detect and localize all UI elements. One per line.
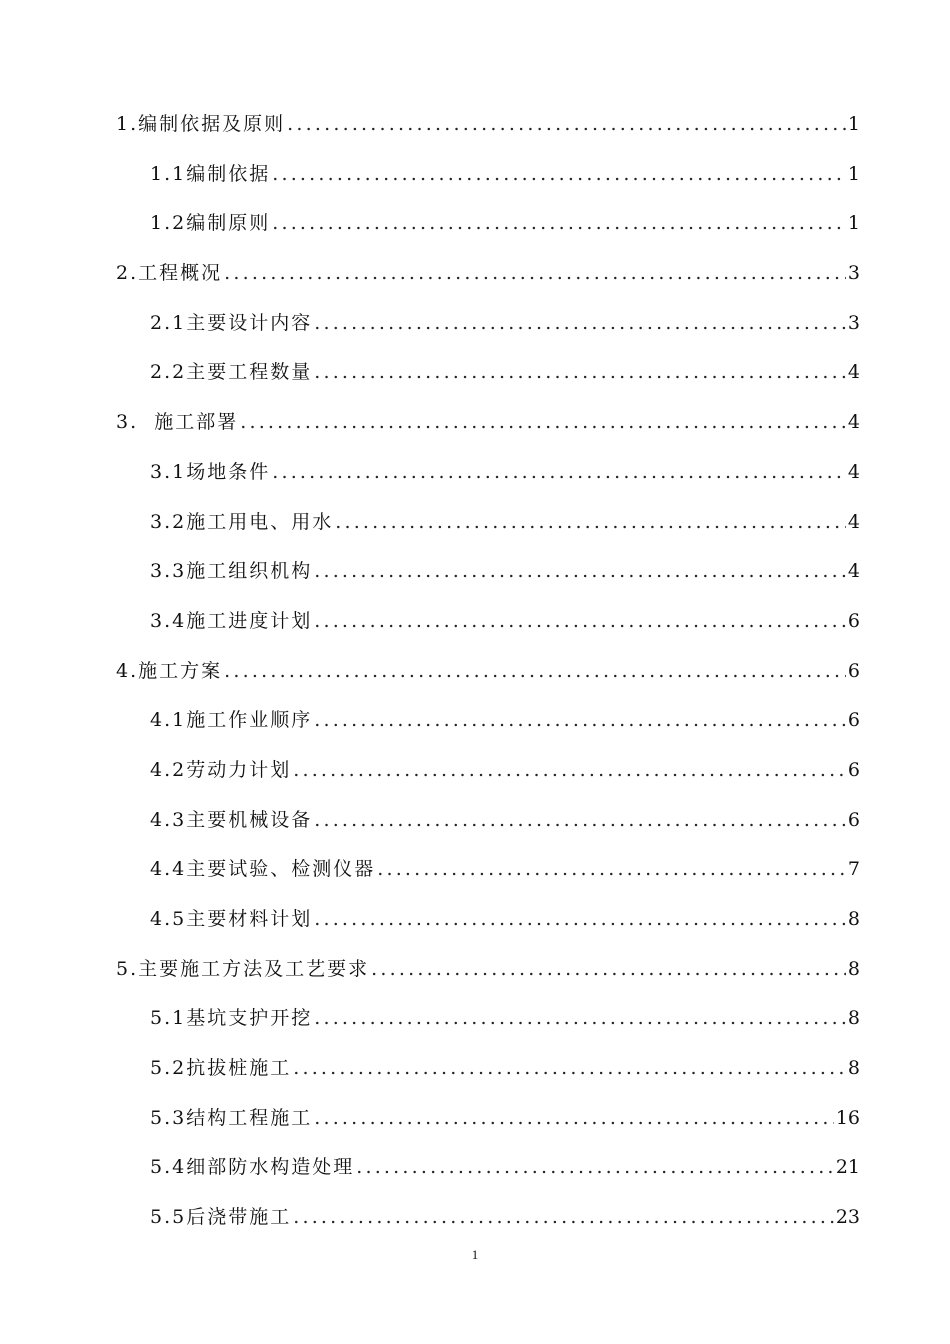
toc-dot-leader [314,299,846,349]
toc-entry-title: 1.2编制原则 [150,212,271,235]
toc-entry[interactable] [116,696,860,746]
toc-entry-title: 5.1基坑支护开挖 [150,1007,313,1030]
toc-dot-leader [335,498,846,548]
toc-entry[interactable] [116,348,860,398]
toc-entry-title: 1.1编制依据 [150,162,271,185]
page-number: 1 [471,1247,479,1262]
toc-dot-leader [314,547,846,597]
toc-entry-title: 5.2抗拔桩施工 [150,1057,292,1080]
toc-entry-page: 4 [847,510,860,533]
toc-entry-page: 6 [847,659,860,682]
toc-entry[interactable] [116,1094,860,1144]
toc-entry-page: 16 [835,1106,860,1129]
toc-dot-leader [314,348,846,398]
toc-entry-page: 4 [847,560,860,583]
toc-dot-leader [224,647,846,697]
toc-entry[interactable] [116,1193,860,1243]
toc-entry[interactable] [116,994,860,1044]
toc-dot-leader [293,746,846,796]
toc-entry-title: 4.4主要试验、检测仪器 [150,858,376,881]
toc-entry[interactable] [116,945,860,995]
toc-entry-page: 6 [847,609,860,632]
toc-entry[interactable] [116,448,860,498]
toc-entry-page: 4 [847,411,860,434]
toc-entry[interactable] [116,150,860,200]
toc-dot-leader [314,994,846,1044]
toc-entry[interactable] [116,895,860,945]
toc-entry-page: 3 [847,262,860,285]
toc-dot-leader [314,895,846,945]
toc-dot-leader [314,796,846,846]
toc-entry-page: 23 [835,1206,860,1229]
toc-entry-title: 4.施工方案 [116,659,223,682]
toc-entry-page: 6 [847,758,860,781]
toc-entry-title: 4.3主要机械设备 [150,808,313,831]
toc-entry[interactable] [116,547,860,597]
toc-entry-title: 4.2劳动力计划 [150,758,292,781]
toc-entry[interactable] [116,249,860,299]
toc-entry-page: 3 [847,311,860,334]
toc-dot-leader [287,100,846,150]
toc-dot-leader [293,1044,846,1094]
toc-dot-leader [272,448,846,498]
toc-entry[interactable] [116,597,860,647]
toc-entry-title: 3.1场地条件 [150,460,271,483]
toc-dot-leader [356,1143,834,1193]
toc-dot-leader [224,249,846,299]
toc-entry-title: 2.1主要设计内容 [150,311,313,334]
toc-entry[interactable] [116,1044,860,1094]
table-of-contents [116,100,860,1243]
toc-dot-leader [377,845,846,895]
toc-entry[interactable] [116,498,860,548]
toc-entry-page: 6 [847,709,860,732]
toc-dot-leader [272,199,846,249]
toc-entry-page: 4 [847,361,860,384]
toc-entry[interactable] [116,100,860,150]
toc-entry-page: 8 [847,1057,860,1080]
toc-dot-leader [293,1193,834,1243]
toc-dot-leader [371,945,846,995]
toc-entry-page: 8 [847,1007,860,1030]
toc-entry-title: 5.4细部防水构造处理 [150,1156,355,1179]
toc-entry[interactable] [116,647,860,697]
toc-entry-page: 1 [847,113,860,135]
toc-entry-title: 3.3施工组织机构 [150,560,313,583]
toc-entry[interactable] [116,796,860,846]
toc-entry[interactable] [116,398,860,448]
toc-entry-title: 5.3结构工程施工 [150,1106,313,1129]
toc-entry-title: 3.2施工用电、用水 [150,510,334,533]
toc-entry-page: 6 [847,808,860,831]
toc-entry-title: 2.工程概况 [116,262,223,285]
toc-entry-page: 1 [847,212,860,235]
toc-entry-title: 4.1施工作业顺序 [150,709,313,732]
toc-dot-leader [314,1094,834,1144]
toc-dot-leader [272,150,846,200]
toc-entry-title: 1.编制依据及原则 [116,113,286,135]
toc-entry-title: 2.2主要工程数量 [150,361,313,384]
toc-entry[interactable] [116,199,860,249]
toc-entry-page: 8 [847,908,860,930]
toc-entry-page: 21 [835,1156,860,1179]
toc-entry[interactable] [116,1143,860,1193]
toc-entry[interactable] [116,299,860,349]
toc-entry-title: 5.5后浇带施工 [150,1206,292,1229]
toc-entry[interactable] [116,746,860,796]
toc-dot-leader [314,696,846,746]
toc-entry-title: 4.5主要材料计划 [150,908,313,930]
toc-entry-page: 1 [847,162,860,185]
toc-dot-leader [314,597,846,647]
toc-entry-page: 4 [847,460,860,483]
toc-entry[interactable] [116,845,860,895]
toc-entry-title: 5.主要施工方法及工艺要求 [116,957,370,980]
toc-entry-page: 7 [847,858,860,881]
toc-entry-page: 8 [847,957,860,980]
toc-entry-title: 3.4施工进度计划 [150,609,313,632]
toc-entry-title: 3. 施工部署 [116,411,239,434]
toc-dot-leader [240,398,846,448]
